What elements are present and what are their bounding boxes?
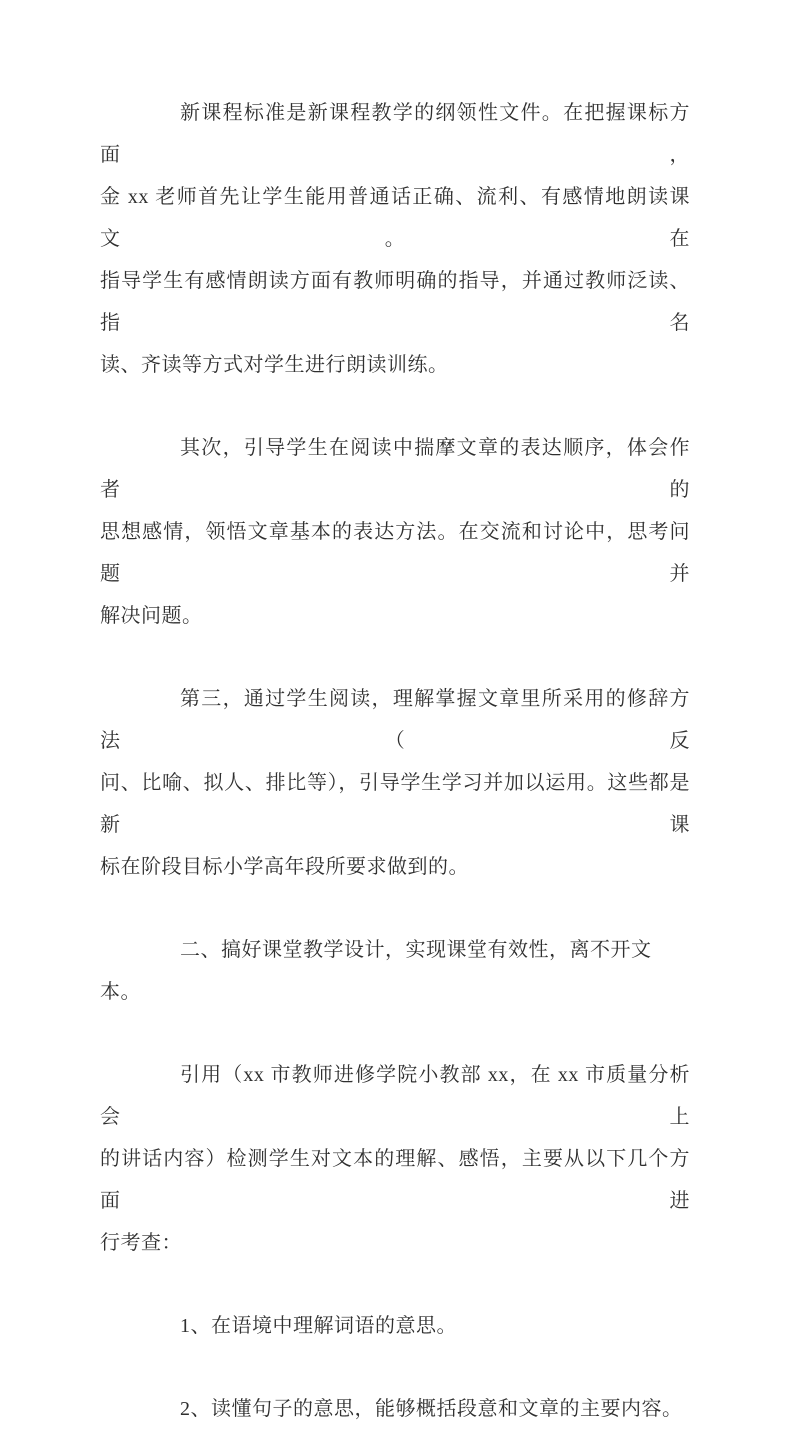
text-line: 的讲话内容）检测学生对文本的理解、感悟，主要从以下几个方面进 xyxy=(100,1148,690,1212)
text-line: 新课程标准是新课程教学的纲领性文件。在把握课标方面， xyxy=(100,102,690,166)
text-line: 读、齐读等方式对学生进行朗读训练。 xyxy=(100,354,449,376)
paragraph xyxy=(100,1388,690,1430)
text-line: 思想感情，领悟文章基本的表达方法。在交流和讨论中，思考问题并 xyxy=(100,521,690,585)
text-line: 问、比喻、拟人、排比等），引导学生学习并加以运用。这些都是新课 xyxy=(100,772,690,836)
text-line: 标在阶段目标小学高年段所要求做到的。 xyxy=(100,856,469,878)
text-line: 行考查： xyxy=(100,1232,182,1254)
paragraph xyxy=(100,1054,690,1264)
paragraph xyxy=(100,1305,690,1347)
paragraph xyxy=(100,678,690,888)
text-line: 解决问题。 xyxy=(100,605,203,627)
text-line: 指导学生有感情朗读方面有教师明确的指导，并通过教师泛读、指名 xyxy=(100,270,690,334)
text-line: 金 xx 老师首先让学生能用普通话正确、流利、有感情地朗读课文。在 xyxy=(100,186,690,250)
text-line: 1、在语境中理解词语的意思。 xyxy=(180,1315,457,1337)
paragraph xyxy=(100,427,690,637)
text-line: 其次，引导学生在阅读中揣摩文章的表达顺序，体会作者的 xyxy=(100,437,690,501)
text-line: 第三，通过学生阅读，理解掌握文章里所采用的修辞方法（反 xyxy=(100,688,690,752)
text-line: 二、搞好课堂教学设计，实现课堂有效性，离不开文本。 xyxy=(100,939,652,1003)
document-content xyxy=(100,92,690,1430)
text-line: 引用（xx 市教师进修学院小教部 xx，在 xx 市质量分析会上 xyxy=(100,1064,690,1128)
paragraph xyxy=(100,92,690,386)
paragraph xyxy=(100,929,690,1013)
text-line: 2、读懂句子的意思，能够概括段意和文章的主要内容。 xyxy=(180,1398,683,1420)
